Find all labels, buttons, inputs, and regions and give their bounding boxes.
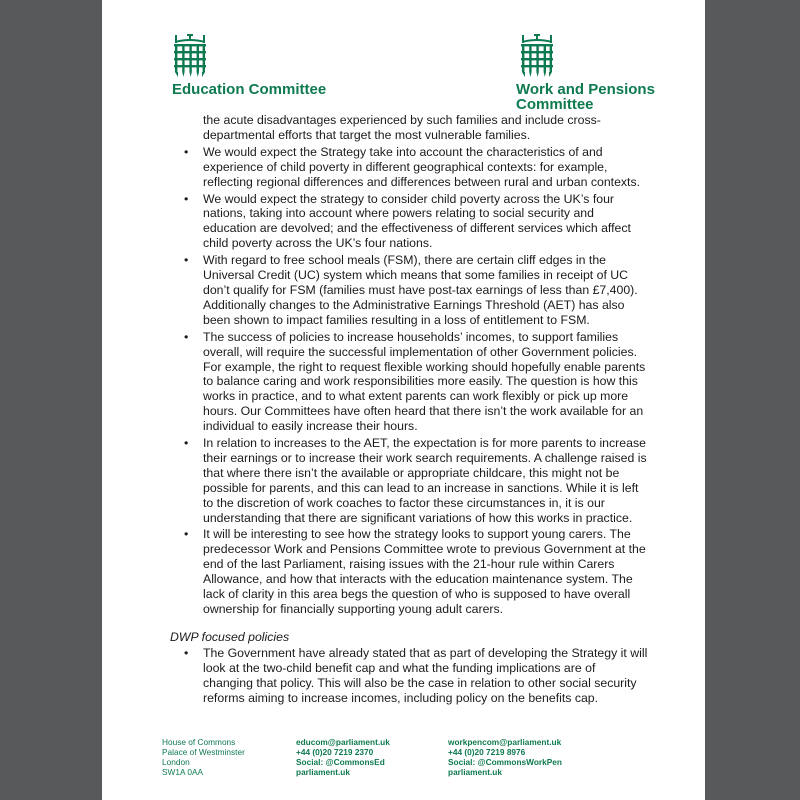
email-link[interactable]: educom@parliament.uk [296, 737, 390, 747]
social-handle[interactable]: Social: @CommonsEd [296, 757, 385, 767]
website-link[interactable]: parliament.uk [448, 767, 502, 777]
footer-work-pensions-contact [448, 737, 562, 777]
work-pensions-committee-header [516, 34, 705, 112]
address-line: SW1A 0AA [162, 767, 204, 777]
list-item [170, 646, 648, 706]
email-link[interactable]: workpencom@parliament.uk [448, 737, 562, 747]
list-item [170, 192, 648, 252]
address-line: Palace of Westminster [162, 747, 245, 757]
list-item [170, 330, 648, 434]
footer-education-contact [296, 737, 390, 777]
list-item [170, 253, 648, 328]
phone-number: +44 (0)20 7219 2370 [296, 747, 374, 757]
document-body [170, 113, 648, 707]
document-page [102, 0, 705, 800]
address-line: London [162, 757, 190, 767]
paragraph-continuation: the acute disadvantages experienced by such families and include cross-departmental efforts that target the most vulnerable families. [203, 113, 601, 142]
list-item-text: With regard to free school meals (FSM), there are certain cliff edges in the Universal Credit (UC) system which means that some families in receipt of UC don’t qualify for FSM (families must have post-tax earnings of less than £7,400). Additionally changes to the Administrative Earnings Threshold (AET) has also been shown to impact families resulting in a loss of entitlement to FSM. [203, 253, 638, 327]
recommendations-list [170, 145, 648, 617]
dwp-policies-list [170, 646, 648, 706]
portcullis-icon [172, 34, 208, 78]
bullet-icon: • [184, 191, 189, 206]
bullet-icon: • [184, 144, 189, 159]
list-item-text: We would expect the strategy to consider child poverty across the UK’s four nations, taking into account where powers relating to social security and education are devolved; and the effectiveness of different services which affect child poverty across the UK’s four nations. [203, 191, 631, 251]
list-item-text: The Government have already stated that as part of developing the Strategy it will look at the two-child benefit cap and what the funding implications are of changing that policy. This will also be the case in relation to other social security reforms aiming to increase incomes, including policy on the benefits cap. [203, 645, 648, 705]
list-item [170, 145, 648, 190]
section-heading: DWP focused policies [170, 629, 290, 644]
list-item-text: The success of policies to increase households’ incomes, to support families overall, will require the successful implementation of other Government policies. For example, the right to request flexible working should hopefully enable parents to balance caring and work responsibilities more easily. The question is how this works in practice, and to what extent parents can work flexibly or pick up more hours. Our Committees have often heard that there isn’t the work available for an individual to easily increase their hours. [203, 329, 646, 434]
list-item-text: We would expect the Strategy take into account the characteristics of and experience of child poverty in different geographical contexts: for example, reflecting regional differences and differences between rural and urban contexts. [203, 144, 641, 189]
bullet-icon: • [184, 329, 189, 344]
portcullis-icon [519, 34, 555, 78]
website-link[interactable]: parliament.uk [296, 767, 350, 777]
bullet-icon: • [184, 253, 189, 268]
bullet-icon: • [184, 436, 189, 451]
list-item [170, 527, 648, 616]
social-handle[interactable]: Social: @CommonsWorkPen [448, 757, 562, 767]
list-item-text: In relation to increases to the AET, the expectation is for more parents to increase their earnings or to increase their work search requirements. A challenge raised is that where there isn’t the available or appropriate childcare, this might not be possible for parents, and this can lead to an increase in sanctions. While it is left to the discretion of work coaches to factor these circumstances in, it is our understanding that there are significant variations of how this works in practice. [203, 436, 647, 525]
address-line: House of Commons [162, 737, 236, 747]
education-committee-header [172, 34, 326, 98]
list-item [170, 436, 648, 525]
bullet-icon: • [184, 527, 189, 542]
bullet-icon: • [184, 645, 189, 660]
education-committee-title: Education Committee [172, 81, 327, 98]
phone-number: +44 (0)20 7219 8976 [448, 747, 526, 757]
footer-address [162, 737, 245, 777]
list-item-text: It will be interesting to see how the strategy looks to support young carers. The predecessor Work and Pensions Committee wrote to previous Government at the end of the last Parliament, raising issues with the 21-hour rule within Carers Allowance, and how that interacts with the education maintenance system. The lack of clarity in this area begs the question of who is supposed to have overall ownership for financially supporting young adult carers. [203, 527, 646, 616]
work-pensions-committee-title: Work and Pensions Committee [516, 81, 655, 113]
